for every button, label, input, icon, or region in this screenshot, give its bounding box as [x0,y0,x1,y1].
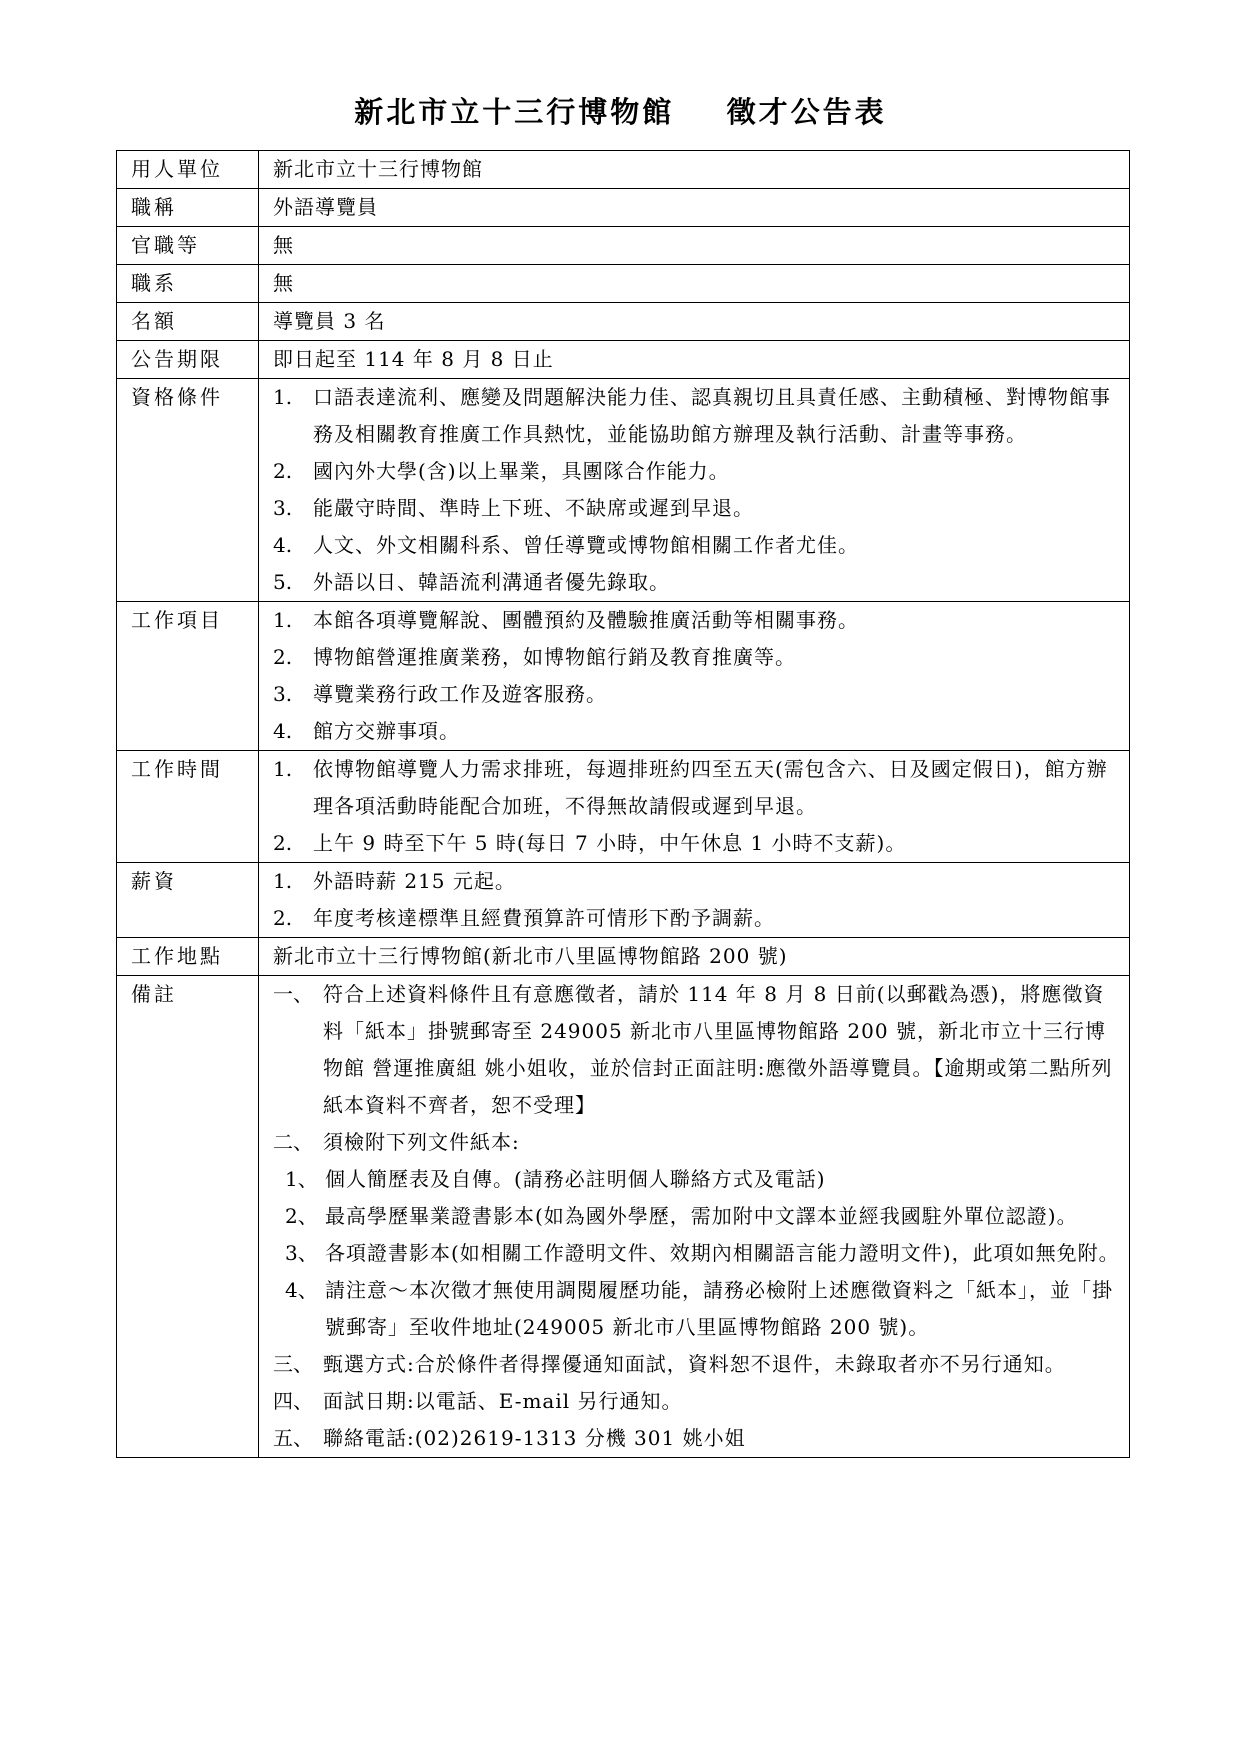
list-item [273,1420,1123,1457]
list-item [273,602,1123,639]
label-unit: 用人單位 [117,151,259,189]
value-rank: 無 [259,227,1130,265]
list-item [273,713,1123,750]
list-item [273,1161,1123,1198]
list-item [273,1235,1123,1272]
label-rank: 官職等 [117,227,259,265]
label-qualifications: 資格條件 [117,379,259,602]
list-text: 外語時薪 215 元起。 [313,869,516,893]
list-item [273,676,1123,713]
label-duties: 工作項目 [117,602,259,751]
list-item [273,1124,1123,1161]
list-number: 五、 [273,1426,313,1450]
row-location [117,938,1130,976]
list-item [273,379,1123,453]
list-number: 2. [273,831,293,855]
list-text: 最高學歷畢業證書影本(如為國外學歷，需加附中文譯本並經我國駐外單位認證)。 [325,1204,1078,1228]
value-salary [259,863,1130,938]
list-number: 三、 [273,1352,313,1376]
list-number: 1、 [285,1167,318,1191]
label-salary: 薪資 [117,863,259,938]
list-text: 國內外大學(含)以上畢業，具團隊合作能力。 [313,459,730,483]
list-text: 年度考核達標準且經費預算許可情形下酌予調薪。 [313,906,775,930]
list-text: 館方交辦事項。 [313,719,460,743]
row-rank [117,227,1130,265]
list-text: 符合上述資料條件且有意應徵者，請於 114 年 8 月 8 日前(以郵戳為憑)，將應徵資料「紙本」掛號郵寄至 249005 新北市八里區博物館路 200 號，新北市立十三行博物館 營運推廣組 姚小姐收，並於信封正面註明:應徵外語導覽員。【逾期或第二點所列紙本資料不齊者，恕不受理】 [323,982,1113,1117]
list-text: 能嚴守時間、準時上下班、不缺席或遲到早退。 [313,496,754,520]
list-number: 4. [273,719,293,743]
value-location: 新北市立十三行博物館(新北市八里區博物館路 200 號) [259,938,1130,976]
list-number: 2. [273,906,293,930]
list-number: 1. [273,608,293,632]
row-duties [117,602,1130,751]
list-text: 各項證書影本(如相關工作證明文件、效期內相關語言能力證明文件)，此項如無免附。 [325,1241,1120,1265]
label-quota: 名額 [117,303,259,341]
list-item [273,825,1123,862]
list-number: 1. [273,869,293,893]
list-number: 二、 [273,1130,313,1154]
value-quota: 導覽員 3 名 [259,303,1130,341]
list-text: 須檢附下列文件紙本: [323,1130,520,1154]
list-number: 4. [273,533,293,557]
list-item [273,751,1123,825]
list-number: 四、 [273,1389,313,1413]
value-qualifications [259,379,1130,602]
label-series: 職系 [117,265,259,303]
list-number: 2、 [285,1204,318,1228]
list-number: 2. [273,459,293,483]
label-remarks: 備註 [117,976,259,1458]
list-item [273,453,1123,490]
list-item [273,1346,1123,1383]
list-item [273,564,1123,601]
list-text: 甄選方式:合於條件者得擇優通知面試，資料恕不退件，未錄取者亦不另行通知。 [323,1352,1066,1376]
list-number: 3. [273,682,293,706]
list-text: 人文、外文相關科系、曾任導覽或博物館相關工作者尤佳。 [313,533,859,557]
row-salary [117,863,1130,938]
row-unit [117,151,1130,189]
list-number: 一、 [273,982,313,1006]
list-item [273,900,1123,937]
row-qualifications [117,379,1130,602]
list-item [273,1383,1123,1420]
list-number: 3、 [285,1241,318,1265]
list-text: 聯絡電話:(02)2619-1313 分機 301 姚小姐 [323,1426,746,1450]
list-number: 1. [273,385,293,409]
list-number: 3. [273,496,293,520]
list-number: 5. [273,570,293,594]
list-text: 依博物館導覽人力需求排班，每週排班約四至五天(需包含六、日及國定假日)，館方辦理各項活動時能配合加班，不得無故請假或遲到早退。 [313,757,1108,818]
list-item [273,976,1123,1124]
list-number: 2. [273,645,293,669]
list-text: 個人簡歷表及自傳。(請務必註明個人聯絡方式及電話) [325,1167,826,1191]
value-duties [259,602,1130,751]
row-series [117,265,1130,303]
list-text: 請注意～本次徵才無使用調閱履歷功能，請務必檢附上述應徵資料之「紙本」，並「掛號郵寄」至收件地址(249005 新北市八里區博物館路 200 號)。 [325,1278,1113,1339]
label-period: 公告期限 [117,341,259,379]
list-number: 4、 [285,1278,318,1302]
page-title: 新北市立十三行博物館 徵才公告表 [354,95,887,129]
row-remarks [117,976,1130,1458]
list-text: 上午 9 時至下午 5 時(每日 7 小時，中午休息 1 小時不支薪)。 [313,831,907,855]
list-text: 外語以日、韓語流利溝通者優先錄取。 [313,570,670,594]
list-item [273,490,1123,527]
job-posting-table [116,150,1130,1458]
row-hours [117,751,1130,863]
row-period [117,341,1130,379]
value-period: 即日起至 114 年 8 月 8 日止 [259,341,1130,379]
list-text: 博物館營運推廣業務，如博物館行銷及教育推廣等。 [313,645,796,669]
list-item [273,1198,1123,1235]
list-item [273,639,1123,676]
label-position: 職稱 [117,189,259,227]
value-series: 無 [259,265,1130,303]
row-position [117,189,1130,227]
list-text: 口語表達流利、應變及問題解決能力佳、認真親切且具責任感、主動積極、對博物館事務及相關教育推廣工作具熱忱，並能協助館方辦理及執行活動、計畫等事務。 [313,385,1111,446]
list-item [273,527,1123,564]
label-location: 工作地點 [117,938,259,976]
list-number: 1. [273,757,293,781]
list-text: 本館各項導覽解說、團體預約及體驗推廣活動等相關事務。 [313,608,859,632]
list-text: 面試日期:以電話、E-mail 另行通知。 [323,1389,683,1413]
value-position: 外語導覽員 [259,189,1130,227]
row-quota [117,303,1130,341]
value-hours [259,751,1130,863]
value-unit: 新北市立十三行博物館 [259,151,1130,189]
value-remarks [259,976,1130,1458]
list-text: 導覽業務行政工作及遊客服務。 [313,682,607,706]
label-hours: 工作時間 [117,751,259,863]
list-item [273,1272,1123,1346]
list-item [273,863,1123,900]
